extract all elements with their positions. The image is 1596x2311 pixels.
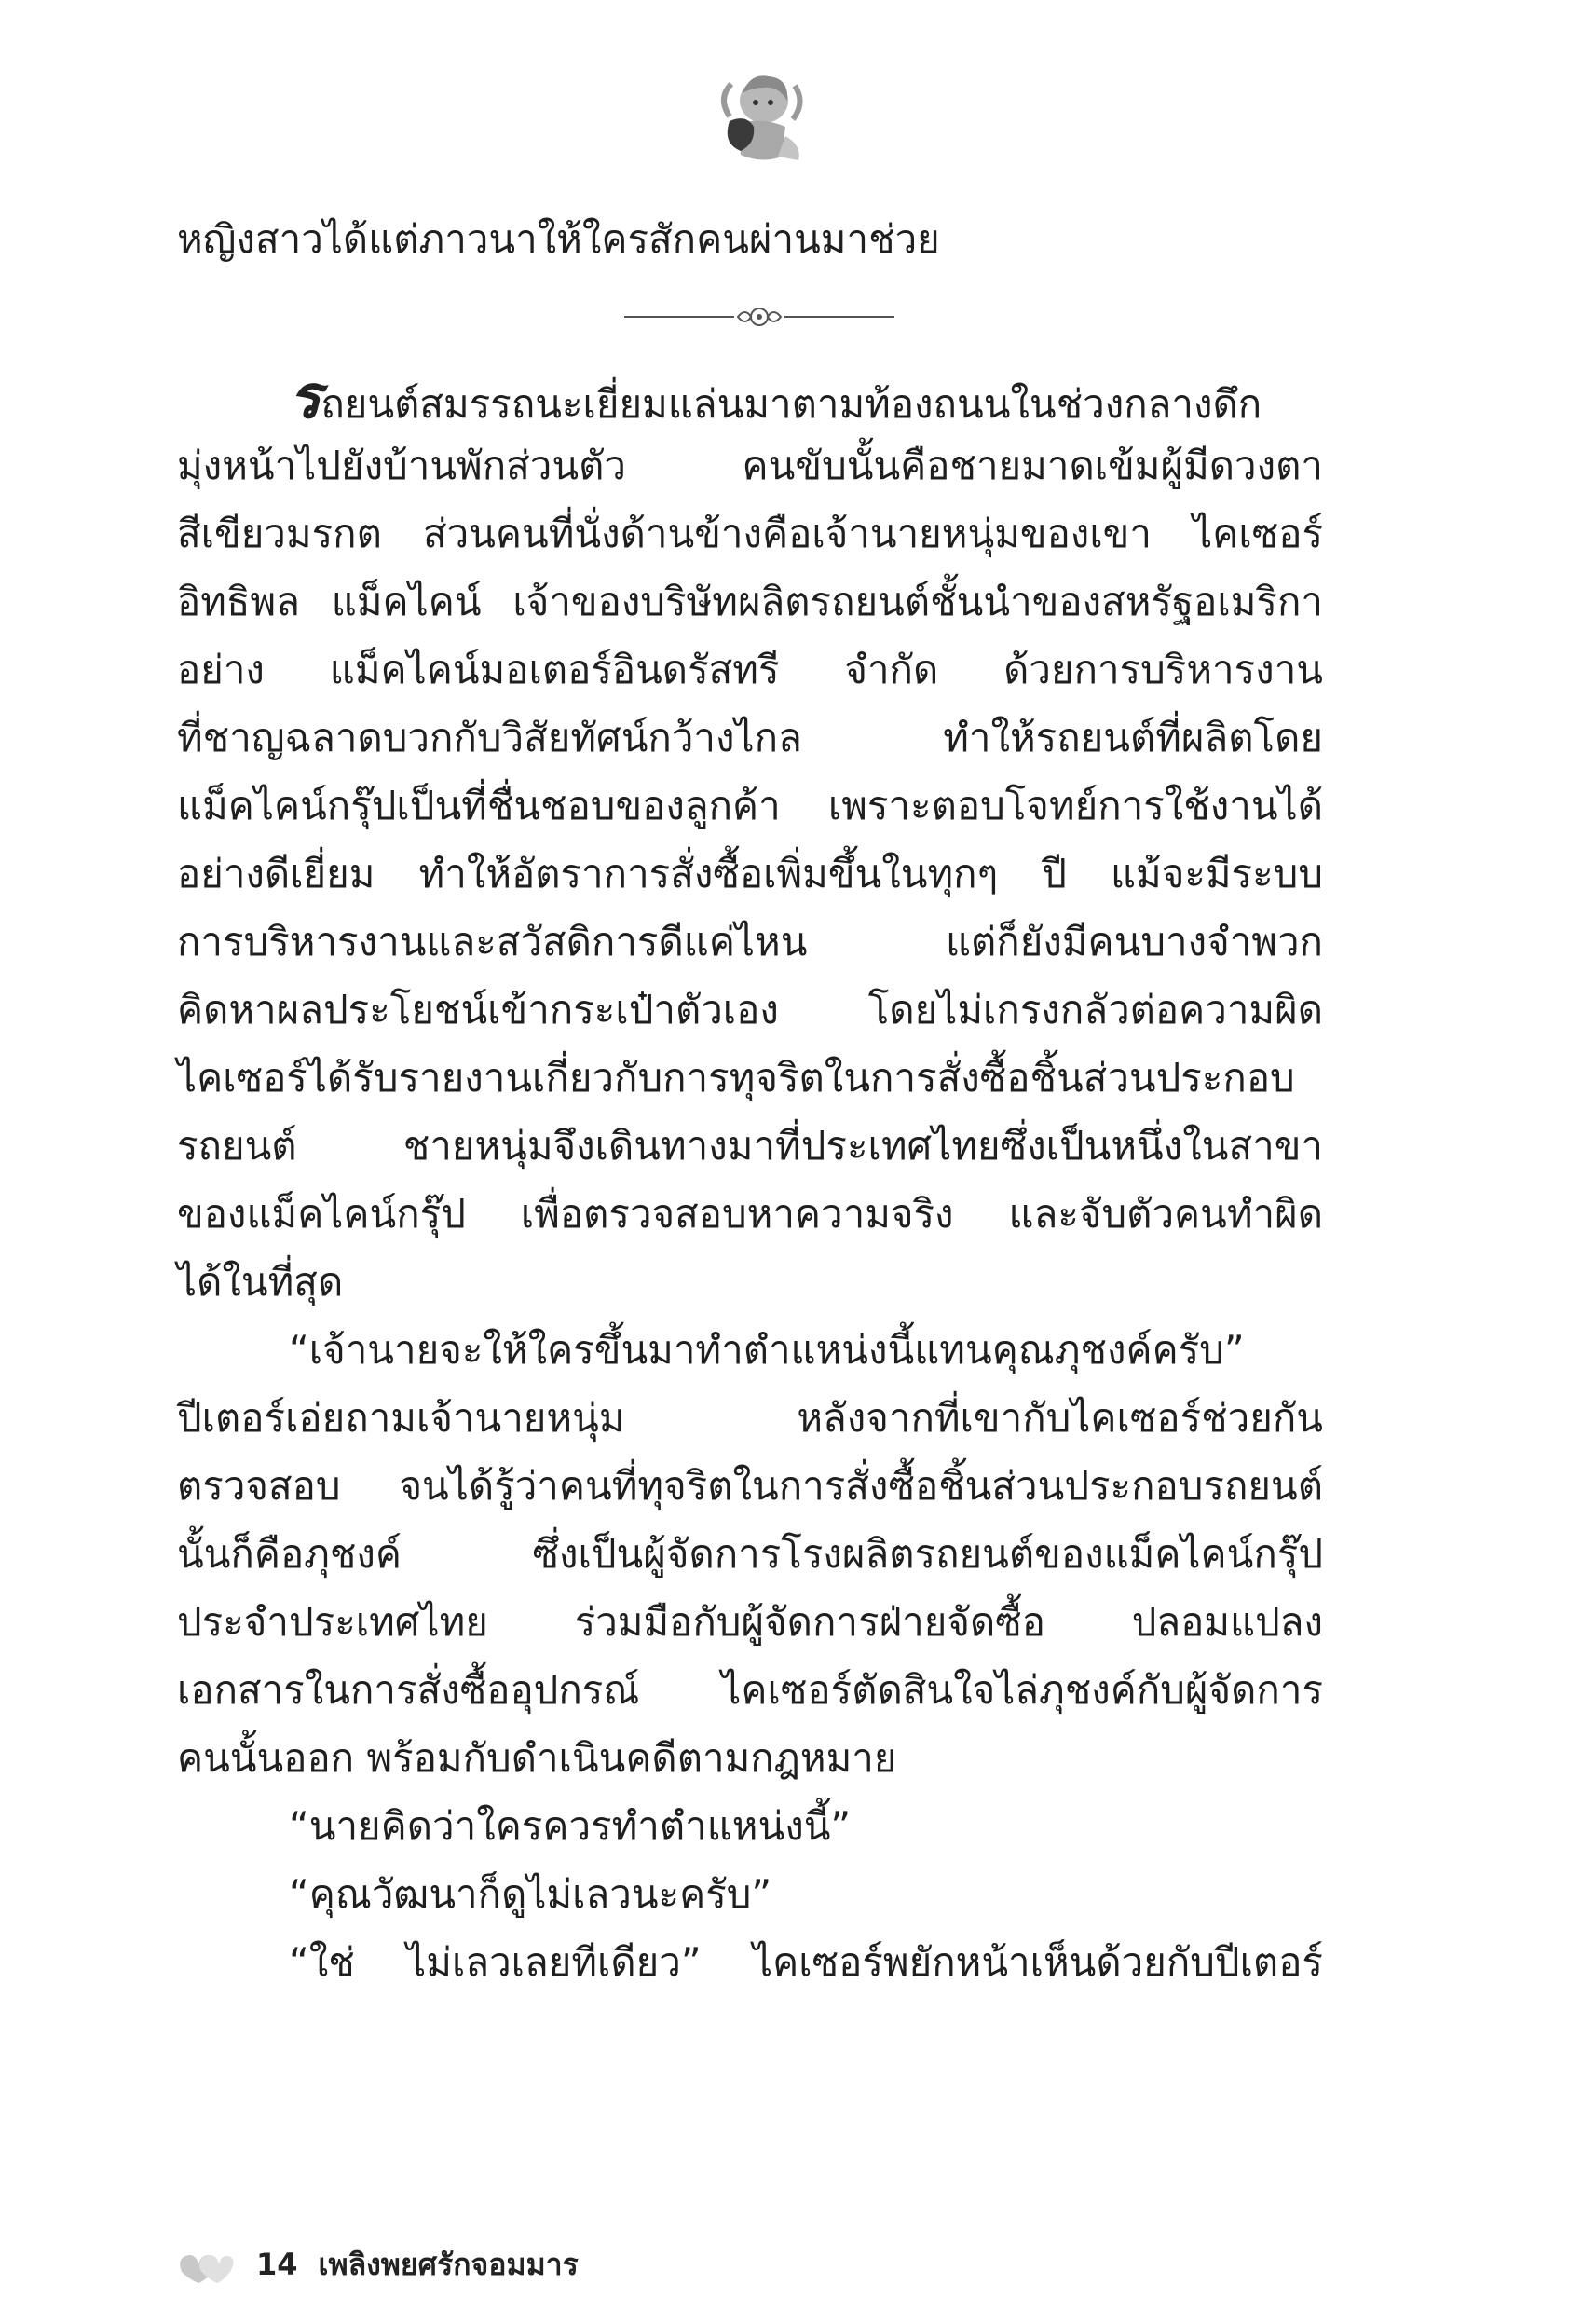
text-line: ตรวจสอบ จนได้รู้ว่าคนที่ทุจริตในการสั่งซื้อชิ้นส่วนประกอบรถยนต์: [177, 1463, 1323, 1509]
text-line: อย่าง แม็คไคน์มอเตอร์อินดรัสทรี จำกัด ด้วยการบริหารงาน: [177, 647, 1323, 692]
text-line: ที่ชาญฉลาดบวกกับวิสัยทัศน์กว้างไกล ทำให้รถยนต์ที่ผลิตโดย: [177, 715, 1323, 760]
dropcap-letter: ร: [289, 362, 321, 432]
text-line: ของแม็คไคน์กรุ๊ป เพื่อตรวจสอบหาความจริง และจับตัวคนทำผิด: [177, 1191, 1323, 1237]
text-line: ถยนต์สมรรถนะเยี่ยมแล่นมาตามท้องถนนในช่วงกลางดึก: [321, 381, 1262, 427]
page-footer: [172, 2236, 579, 2292]
dialogue: [177, 1792, 1323, 1996]
text-line: ไคเซอร์ได้รับรายงานเกี่ยวกับการทุจริตในการสั่งซื้อชิ้นส่วนประกอบ: [177, 1055, 1295, 1101]
page-number: 14: [256, 2247, 298, 2282]
text-line: ประจำประเทศไทย ร่วมมือกับผู้จัดการฝ่ายจัดซื้อ ปลอมแปลง: [177, 1599, 1323, 1645]
dialogue-line: “นายคิดว่าใครควรทำตำแหน่งนี้”: [289, 1803, 852, 1849]
paragraph-2: [177, 1316, 1323, 1792]
paragraph-1: [177, 363, 1323, 1316]
dialogue-line: “คุณวัฒนาก็ดูไม่เลวนะครับ”: [289, 1871, 772, 1917]
text-line: นั้นก็คือภุชงค์ ซึ่งเป็นผู้จัดการโรงผลิตรถยนต์ของแม็คไคน์กรุ๊ป: [177, 1531, 1323, 1577]
text-line: มุ่งหน้าไปยังบ้านพักส่วนตัว คนขับนั้นคือชายมาดเข้มผู้มีดวงตา: [177, 443, 1323, 488]
text-line: “เจ้านายจะให้ใครขึ้นมาทำตำแหน่งนี้แทนคุณภุชงค์ครับ”: [289, 1327, 1245, 1373]
text-line: คิดหาผลประโยชน์เข้ากระเป๋าตัวเอง โดยไม่เกรงกลัวต่อความผิด: [177, 987, 1323, 1032]
text-line: ได้ในที่สุด: [177, 1259, 344, 1305]
text-line: อย่างดีเยี่ยม ทำให้อัตราการสั่งซื้อเพิ่มขึ้นในทุกๆ ปี แม้จะมีระบบ: [177, 851, 1323, 896]
text-line: รถยนต์ ชายหนุ่มจึงเดินทางมาที่ประเทศไทยซึ่งเป็นหนึ่งในสาขา: [177, 1123, 1323, 1169]
text-line: การบริหารงานและสวัสดิการดีแค่ไหน แต่ก็ยังมีคนบางจำพวก: [177, 919, 1323, 964]
text-line: ปีเตอร์เอ่ยถามเจ้านายหนุ่ม หลังจากที่เขากับไคเซอร์ช่วยกัน: [177, 1395, 1323, 1441]
section-divider: [624, 298, 894, 335]
heart-ornament-icon: [172, 2244, 238, 2285]
text-line: แม็คไคน์กรุ๊ปเป็นที่ชื่นชอบของลูกค้า เพราะตอบโจทย์การใช้งานได้: [177, 783, 1323, 828]
dialogue-line: “ใช่ ไม่เลวเลยทีเดียว” ไคเซอร์พยักหน้าเห็นด้วยกับปีเตอร์: [289, 1939, 1323, 1985]
mascot-illustration: [713, 65, 806, 168]
text-line: อิทธิพล แม็คไคน์ เจ้าของบริษัทผลิตรถยนต์ชั้นนำของสหรัฐอเมริกา: [177, 579, 1323, 624]
intro-line: หญิงสาวได้แต่ภาวนาให้ใครสักคนผ่านมาช่วย: [177, 216, 940, 262]
text-line: คนนั้นออก พร้อมกับดำเนินคดีตามกฎหมาย: [177, 1735, 897, 1781]
text-line: สีเขียวมรกต ส่วนคนที่นั่งด้านข้างคือเจ้านายหนุ่มของเขา ไคเซอร์: [177, 511, 1323, 556]
book-title: เพลิงพยศรักจอมมาร: [318, 2246, 579, 2282]
text-line: เอกสารในการสั่งซื้ออุปกรณ์ ไคเซอร์ตัดสินใจไล่ภุชงค์กับผู้จัดการ: [177, 1667, 1323, 1713]
